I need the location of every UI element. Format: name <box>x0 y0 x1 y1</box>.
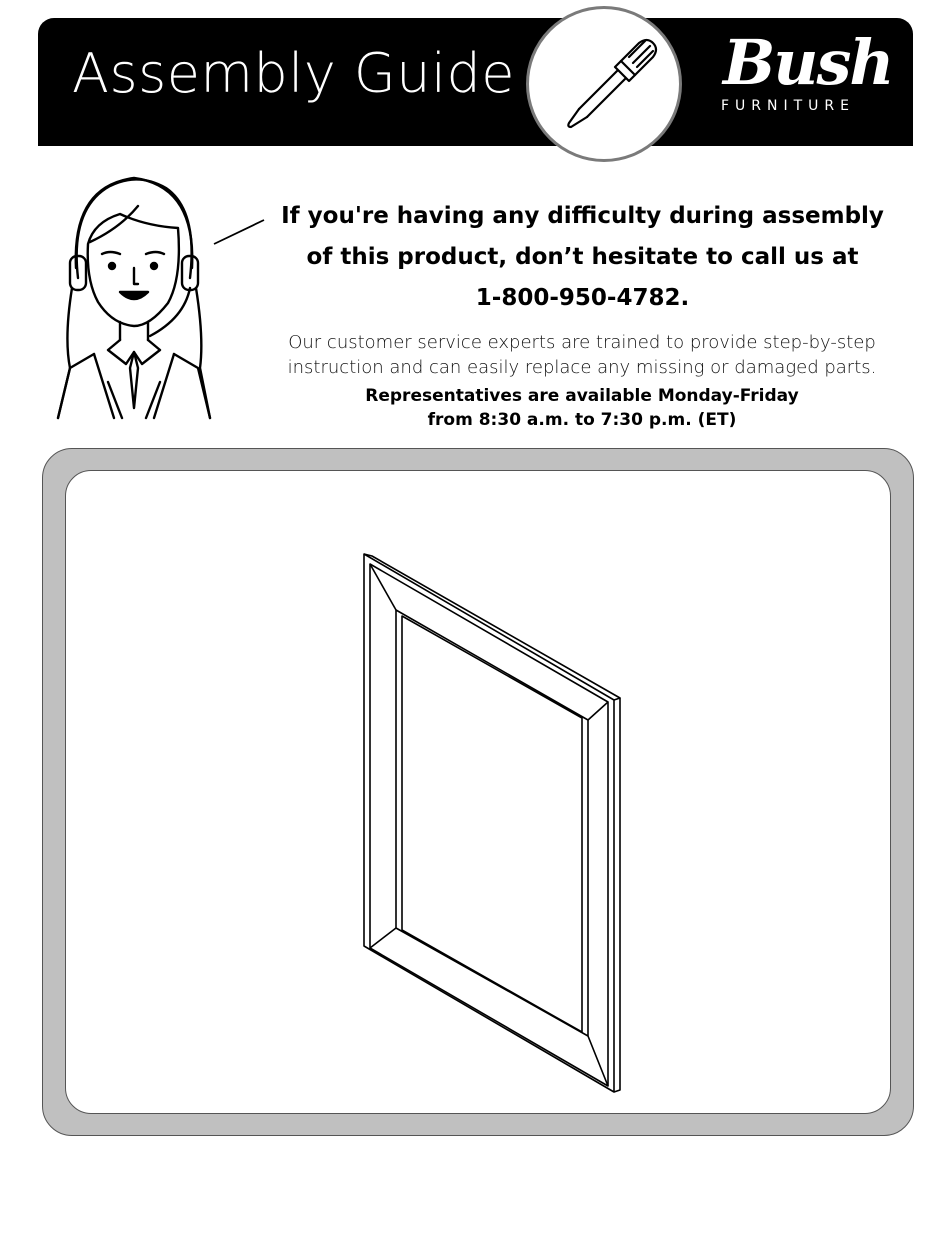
mirror-frame-icon <box>340 540 640 1100</box>
support-body-line2: instruction and can easily replace any missing or damaged parts. <box>287 357 877 378</box>
brand-name: Bush <box>723 26 893 99</box>
support-hours-line1: Representatives are available Monday-Friday <box>365 386 799 406</box>
support-phone: 1-800-950-4782. <box>475 285 690 311</box>
brand-subtitle: FURNITURE <box>721 98 856 114</box>
customer-service-agent-icon <box>50 168 220 423</box>
bush-furniture-logo <box>715 26 895 114</box>
support-hours-line2: from 8:30 a.m. to 7:30 p.m. (ET) <box>427 410 737 430</box>
support-heading-line1: If you're having any difficulty during assembly <box>281 203 884 229</box>
support-hours <box>262 384 902 432</box>
page-title: Assembly Guide <box>72 42 516 105</box>
support-body-line1: Our customer service experts are trained to provide step-by-step <box>288 332 876 353</box>
speech-line <box>210 212 270 252</box>
support-heading <box>270 196 895 319</box>
support-heading-line2: of this product, don’t hesitate to call us at <box>306 244 859 270</box>
support-description <box>262 330 902 380</box>
screwdriver-icon <box>526 6 682 162</box>
